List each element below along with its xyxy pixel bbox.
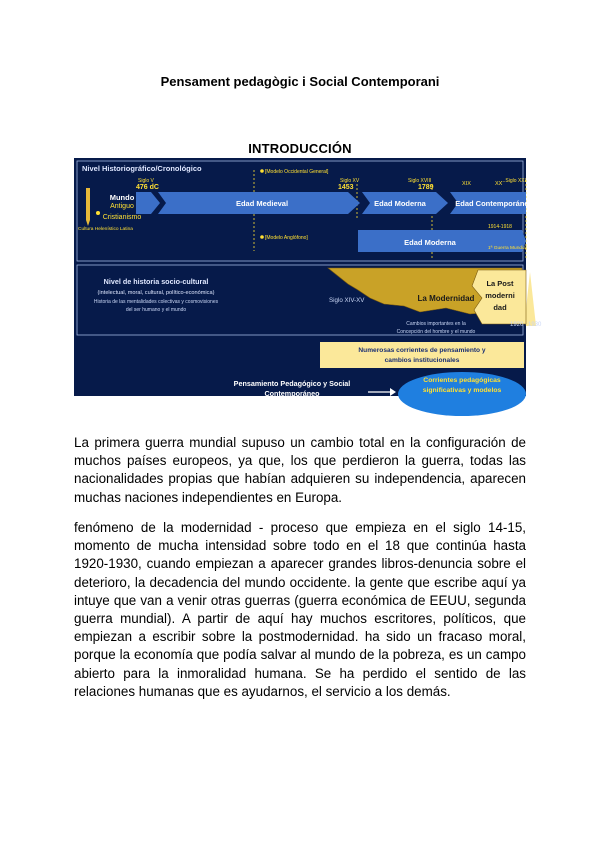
corrientes-label-2: cambios institucionales <box>384 357 460 364</box>
chronological-level-label: Nivel Historiográfico/Cronológico <box>82 164 202 173</box>
cristianismo-dot <box>96 211 100 215</box>
year-1789-label: 1789 <box>418 184 434 191</box>
sociocultural-desc-2: del ser humano y el mundo <box>125 307 187 313</box>
year-1920-label: 1920 <box>510 322 524 328</box>
pedagogicas-label-2: significativas y modelos <box>422 387 502 394</box>
edad-medieval-label: Edad Medieval <box>235 199 289 208</box>
century-xix-label: XIX <box>462 181 471 187</box>
pedagogicas-label-1: Corrientes pedagógicas <box>423 377 501 384</box>
mundo-antiguo-arrow <box>136 192 160 214</box>
history-diagram-svg <box>74 158 542 398</box>
siglo-xviii-label: Siglo XVIII <box>408 178 432 184</box>
pensamiento-arrow-head <box>390 388 396 396</box>
edad-moderna-anglo-label: Edad Moderna <box>404 238 456 247</box>
corrientes-label-1: Numerosas corrientes de pensamiento y <box>358 347 486 354</box>
sociocultural-subtitle: (intelectual, moral, cultural, político-económica) <box>97 290 215 296</box>
post-label-3: dad <box>493 303 507 312</box>
siglo-xv-label: Siglo XV <box>340 178 360 184</box>
edad-moderna-label: Edad Moderna <box>374 199 426 208</box>
mundo-antiguo-label-1: Mundo <box>109 193 135 202</box>
anglophone-model-label: [Modelo Anglófono] <box>265 235 308 241</box>
century-xx-label: XX <box>495 181 503 187</box>
post-label-1: La Post <box>486 279 514 288</box>
section-heading: INTRODUCCIÓN <box>248 141 352 156</box>
year-1453-label: 1453 <box>338 184 354 191</box>
postmodernity-tail <box>525 272 536 326</box>
mundo-antiguo-label-2: Antiguo <box>110 203 134 210</box>
la-modernidad-label: La Modernidad <box>417 294 475 303</box>
wwi-label: 1ª Guerra Mundial <box>488 246 527 251</box>
sociocultural-title: Nivel de historia socio-cultural <box>103 277 209 286</box>
sociocultural-desc-1: Historia de las mentalidades colectivas y cosmovisiones <box>93 299 219 305</box>
year-1930-label: 1930 <box>528 322 542 328</box>
paragraph-2: fenómeno de la modernidad - proceso que empieza en el siglo 14-15, momento de mucha intensidad sobre todo en el 18 que continúa hasta 1920-1930, cuando empiezan a aparecer grandes libros-denuncia sobre el deterioro, la decadencia del mundo occidente. la gente que escribe aquí ya intuye que van a venir otras guerras (guerra económica de EEUU, segunda guerra mundial). A partir de aquí hay muchos escritores, políticos, que empiezan a escribir sobre la postmodernidad. ha sido un fracaso moral, porque la economía que podía salvar al mundo de la pobreza, es un campo abierto para la inmoralidad humana. Se ha perdido el sentido de las relaciones humanas que es ayudarnos, el servicio a los demás. <box>74 520 526 699</box>
pensamiento-label-2: Contemporáneo <box>264 389 320 398</box>
edad-contemporanea-label: Edad Contemporánea <box>455 199 533 208</box>
cristianismo-marker <box>86 188 90 226</box>
year-476-label: 476 dC <box>136 184 159 191</box>
post-label-2: moderni <box>485 291 515 300</box>
siglo-xiv-xv-label: Siglo XIV-XV <box>329 297 365 304</box>
occidental-model-label: [Modelo Occidental General] <box>265 169 329 175</box>
siglo-xxi-label: ...Siglo XXI <box>501 178 526 184</box>
cultura-helenistica-label: Cultura Helenístico Latina <box>78 227 133 232</box>
cambios-label-1: Cambios importantes en la <box>406 321 466 327</box>
siglo-v-label: Siglo V <box>138 178 154 184</box>
anglophone-model-dot <box>260 235 264 239</box>
cambios-label-2: Concepción del hombre y el mundo <box>396 329 476 335</box>
wwi-years-label: 1914-1918 <box>488 224 512 230</box>
corrientes-box <box>320 342 524 368</box>
cristianismo-label: Cristianismo <box>102 214 142 221</box>
document-title: Pensament pedagògic i Social Contemporani <box>160 74 440 89</box>
occidental-model-dot <box>260 169 264 173</box>
paragraph-1: La primera guerra mundial supuso un cambio total en la configuración de muchos países europeos, ya que, los que perdieron la guerra, todas las nacionalidades propias que habían adquieren su independencia, aparecen muchas naciones independientes en Europa. <box>74 435 526 505</box>
history-diagram <box>74 158 542 398</box>
pensamiento-label-1: Pensamiento Pedagógico y Social <box>233 379 351 388</box>
